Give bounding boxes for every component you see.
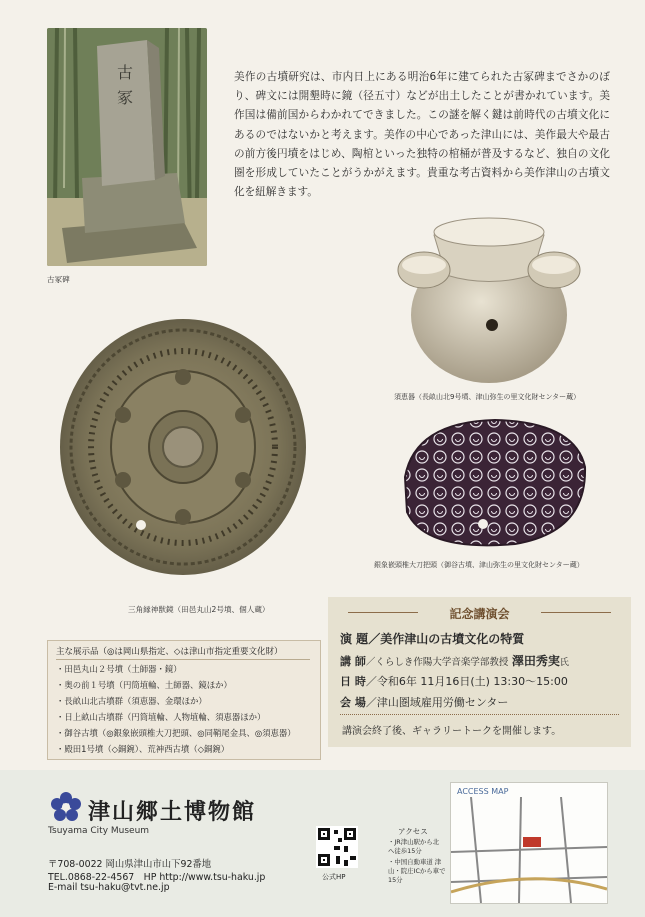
theme-text: ／美作津山の古墳文化の特質 xyxy=(368,632,525,646)
hilt-caption: 銀象嵌頭椎大刀把頭（御谷古墳、津山弥生の里文化財センター蔵） xyxy=(374,561,584,569)
title-rule-right xyxy=(541,612,611,613)
exhibit-item: ・殿田1号墳（◇銅鋺）、荒神西古墳（◇銅鋺） xyxy=(56,744,230,754)
museum-email[interactable]: E-mail tsu-haku@tvt.ne.jp xyxy=(48,882,170,893)
qr-caption: 公式HP xyxy=(322,873,346,881)
map-drawing xyxy=(451,797,607,903)
access-map[interactable] xyxy=(450,782,608,904)
lecture-venue-row xyxy=(340,694,508,710)
access-item: ・JR津山駅から北へ徒歩15分 xyxy=(388,838,440,855)
svg-text:古: 古 xyxy=(117,63,134,82)
venue-text: ／津山圏域雇用労働センター xyxy=(365,696,509,709)
venue-label: 会 場 xyxy=(340,696,366,709)
lecturer-affiliation: ／くらしき作陽大学音楽学部教授 xyxy=(365,657,509,668)
qr-code[interactable] xyxy=(316,826,358,868)
museum-tel-hp[interactable]: TEL.0868-22-4567 HP http://www.tsu-haku.jp xyxy=(48,872,266,883)
exhibits-header: 主な展示品（◎は岡山県指定、◇は津山市指定重要文化財） xyxy=(56,647,283,657)
lecturer-label: 講 師 xyxy=(340,655,366,668)
museum-address: 〒708-0022 岡山県津山市山下92番地 xyxy=(48,859,212,870)
theme-label: 演 題 xyxy=(340,632,369,646)
stone-monument-illustration xyxy=(47,28,207,266)
map-title: ACCESS MAP xyxy=(457,787,509,796)
lecture-box xyxy=(328,597,631,747)
sue-pottery-photo xyxy=(394,210,584,388)
lecture-theme-row xyxy=(340,630,524,647)
pot-caption: 須恵器（長畝山北9号墳、津山弥生の里文化財センター蔵） xyxy=(394,393,581,401)
lecture-note: 講演会終了後、ギャラリートークを開催します。 xyxy=(342,726,562,737)
museum-logo-icon xyxy=(48,790,84,826)
date-text: ／令和6年 11月16日(土) 13:30～15:00 xyxy=(365,675,568,688)
access-title: アクセス xyxy=(398,827,428,836)
access-item: ・中国自動車道 津山・院庄ICから車で15分 xyxy=(388,858,446,884)
date-label: 日 時 xyxy=(340,675,366,688)
lecture-date-row xyxy=(340,673,568,689)
mirror-caption: 三角縁神獣鏡（田邑丸山2号墳、個人蔵） xyxy=(128,605,270,614)
title-rule-left xyxy=(348,612,418,613)
intro-paragraph: 美作の古墳研究は、市内日上にある明治6年に建てられた古冢碑までさかのぼり、碑文には開墾時に鏡（径五寸）などが出土したことが書かれています。美作国は備前国からわかれてできました。この謎を解く鍵は前時代の古墳文化にあるのではないかと考えます。美作の中心であった津山には、美作最大や最古の前方後円墳をはじめ、陶棺といった独特の棺桶が普及するなど、独自の文化圏を形成していたことがうかがえます。貴重な考古資料から美作津山の古墳文化を紐解きます。 xyxy=(234,71,610,199)
exhibit-item: ・奥の前１号墳（円筒埴輪、土師器、鏡ほか） xyxy=(56,680,232,690)
svg-text:冢: 冢 xyxy=(117,88,134,107)
exhibits-box xyxy=(47,640,321,760)
stone-monument-photo xyxy=(47,28,207,266)
lecture-divider xyxy=(340,714,619,715)
exhibit-item: ・御谷古墳（◎銀象嵌頭椎大刀把頭、◎同鞘尾金具、◎須恵器） xyxy=(56,728,296,738)
lecture-title: 記念講演会 xyxy=(449,607,510,621)
museum-english-name: Tsuyama City Museum xyxy=(48,826,150,836)
exhibits-rule xyxy=(56,659,310,660)
sword-hilt-photo xyxy=(395,412,590,552)
exhibit-item: ・田邑丸山２号墳（土師器・鏡） xyxy=(56,664,182,674)
stone-caption: 古冢碑 xyxy=(47,275,70,284)
lecturer-name: 澤田秀実 xyxy=(511,654,560,668)
bronze-mirror-photo xyxy=(58,315,308,593)
lecture-lecturer-row xyxy=(340,652,569,669)
exhibit-item: ・日上畝山古墳群（円筒埴輪、人物埴輪、須恵器ほか） xyxy=(56,712,266,722)
lecturer-suffix: 氏 xyxy=(559,658,569,668)
exhibit-item: ・長畝山北古墳群（須恵器、金環ほか） xyxy=(56,696,207,706)
museum-name: 津山郷土博物館 xyxy=(88,800,257,825)
